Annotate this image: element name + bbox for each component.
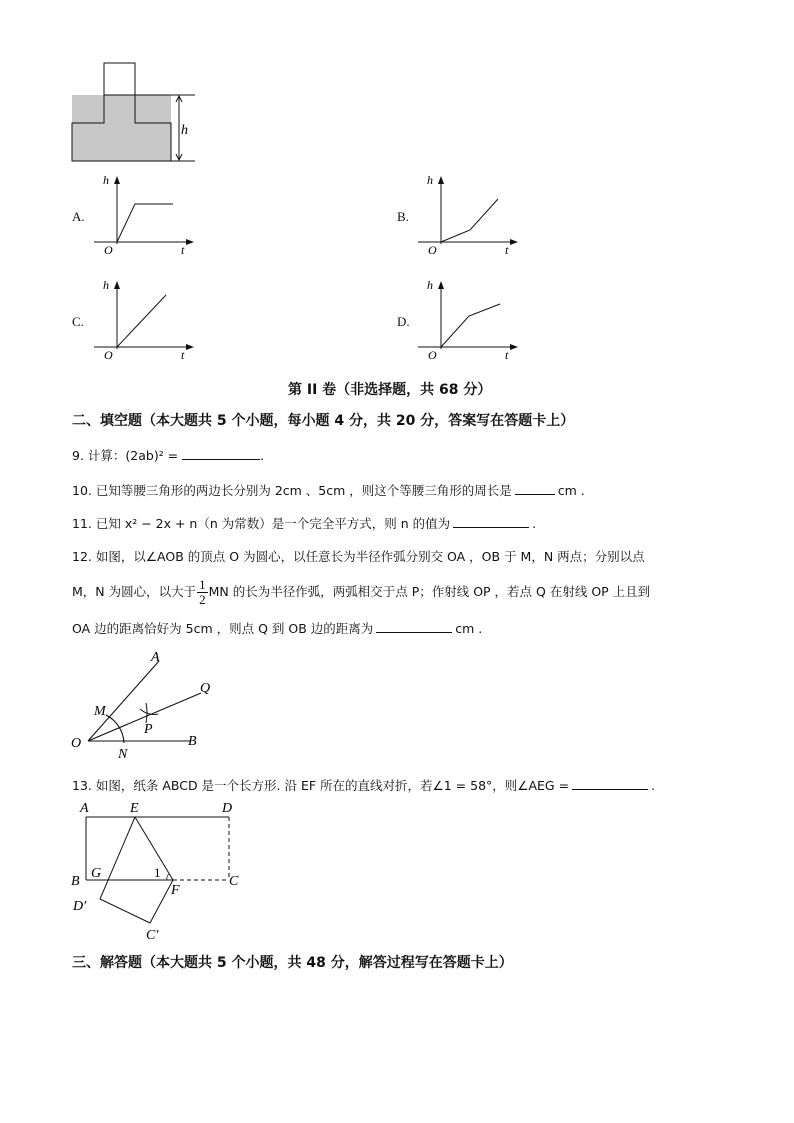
svg-text:1: 1 bbox=[154, 865, 161, 880]
question-11: 11. 已知 x² − 2x + n（n 为常数）是一个完全平方式，则 n 的值为 . bbox=[72, 516, 537, 531]
q13-answer-blank[interactable] bbox=[572, 777, 648, 790]
svg-text:h: h bbox=[103, 173, 109, 187]
svg-text:O: O bbox=[104, 348, 113, 362]
graph-c-curve bbox=[117, 295, 166, 347]
svg-text:F: F bbox=[171, 883, 180, 898]
option-c-label: C. bbox=[72, 314, 84, 329]
graph-b-curve bbox=[441, 199, 498, 242]
height-label: h bbox=[181, 123, 188, 138]
option-d-label: D. bbox=[397, 314, 410, 329]
question-10: 10. 已知等腰三角形的两边长分别为 2cm 、5cm ，则这个等腰三角形的周长是 cm . bbox=[72, 483, 585, 498]
svg-text:M: M bbox=[94, 704, 106, 719]
vessel-figure bbox=[60, 55, 210, 175]
svg-text:Q: Q bbox=[200, 681, 211, 696]
svg-text:t: t bbox=[181, 348, 185, 362]
svg-text:h: h bbox=[427, 173, 433, 187]
svg-text:G: G bbox=[91, 866, 102, 881]
q12-answer-blank[interactable] bbox=[376, 620, 452, 633]
figure-12-angle bbox=[66, 645, 236, 760]
svg-text:E: E bbox=[130, 801, 139, 816]
svg-text:t: t bbox=[505, 243, 509, 257]
section3-header: 三、解答题（本大题共 5 个小题，共 48 分，解答过程写在答题卡上） bbox=[72, 955, 513, 971]
svg-text:t: t bbox=[181, 243, 185, 257]
part2-title: 第 II 卷（非选择题，共 68 分） bbox=[288, 382, 492, 398]
option-b-label: B. bbox=[397, 209, 409, 224]
question-9: 9. 计算：(2ab)² = . bbox=[72, 448, 265, 463]
svg-text:B: B bbox=[188, 734, 197, 749]
svg-text:O: O bbox=[104, 243, 113, 257]
svg-text:t: t bbox=[505, 348, 509, 362]
svg-text:P: P bbox=[144, 722, 153, 737]
fraction-one-half: $\frac{1}{2}$ bbox=[199, 577, 206, 607]
graph-c bbox=[90, 277, 200, 367]
graph-a bbox=[90, 172, 200, 262]
svg-text:A: A bbox=[151, 650, 160, 665]
question-12-line-3: OA 边的距离恰好为 5cm ，则点 Q 到 OB 边的距离为 cm . bbox=[72, 621, 483, 636]
angle-1-arc bbox=[167, 874, 169, 880]
svg-text:C: C bbox=[229, 874, 239, 889]
svg-text:D: D bbox=[222, 801, 233, 816]
section2-header: 二、填空题（本大题共 5 个小题，每小题 4 分，共 20 分，答案写在答题卡上） bbox=[72, 413, 575, 429]
svg-text:h: h bbox=[427, 278, 433, 292]
figure-13-fold bbox=[66, 797, 256, 945]
graph-a-curve bbox=[117, 204, 173, 242]
svg-text:O: O bbox=[71, 736, 82, 751]
svg-text:D′: D′ bbox=[73, 899, 87, 914]
svg-text:N: N bbox=[118, 747, 128, 760]
arc-p1 bbox=[140, 709, 158, 714]
svg-text:h: h bbox=[103, 278, 109, 292]
question-12-line-2: M，N 为圆心，以大于 $\frac{1}{2}$ MN 的长为半径作弧，两弧相交于点 P；作射线 OP ，若点 Q 在射线 OP 上且到 bbox=[72, 577, 651, 607]
graph-d bbox=[414, 277, 524, 367]
svg-text:B: B bbox=[71, 874, 80, 889]
option-a-label: A. bbox=[72, 209, 85, 224]
svg-text:O: O bbox=[428, 348, 437, 362]
svg-text:O: O bbox=[428, 243, 437, 257]
question-12-line-1: 12. 如图，以∠AOB 的顶点 O 为圆心，以任意长为半径作弧分别交 OA ，OB 于 M，N 两点；分别以点 bbox=[72, 549, 645, 564]
q11-answer-blank[interactable] bbox=[453, 515, 529, 528]
svg-text:C′: C′ bbox=[146, 928, 159, 943]
question-13: 13. 如图，纸条 ABCD 是一个长方形. 沿 EF 所在的直线对折，若∠1 = 58°，则∠AEG = . bbox=[72, 778, 656, 793]
graph-b bbox=[414, 172, 524, 262]
q10-answer-blank[interactable] bbox=[515, 482, 555, 495]
graph-d-curve bbox=[441, 304, 500, 347]
svg-text:A: A bbox=[80, 801, 89, 816]
q9-answer-blank[interactable] bbox=[182, 447, 260, 460]
